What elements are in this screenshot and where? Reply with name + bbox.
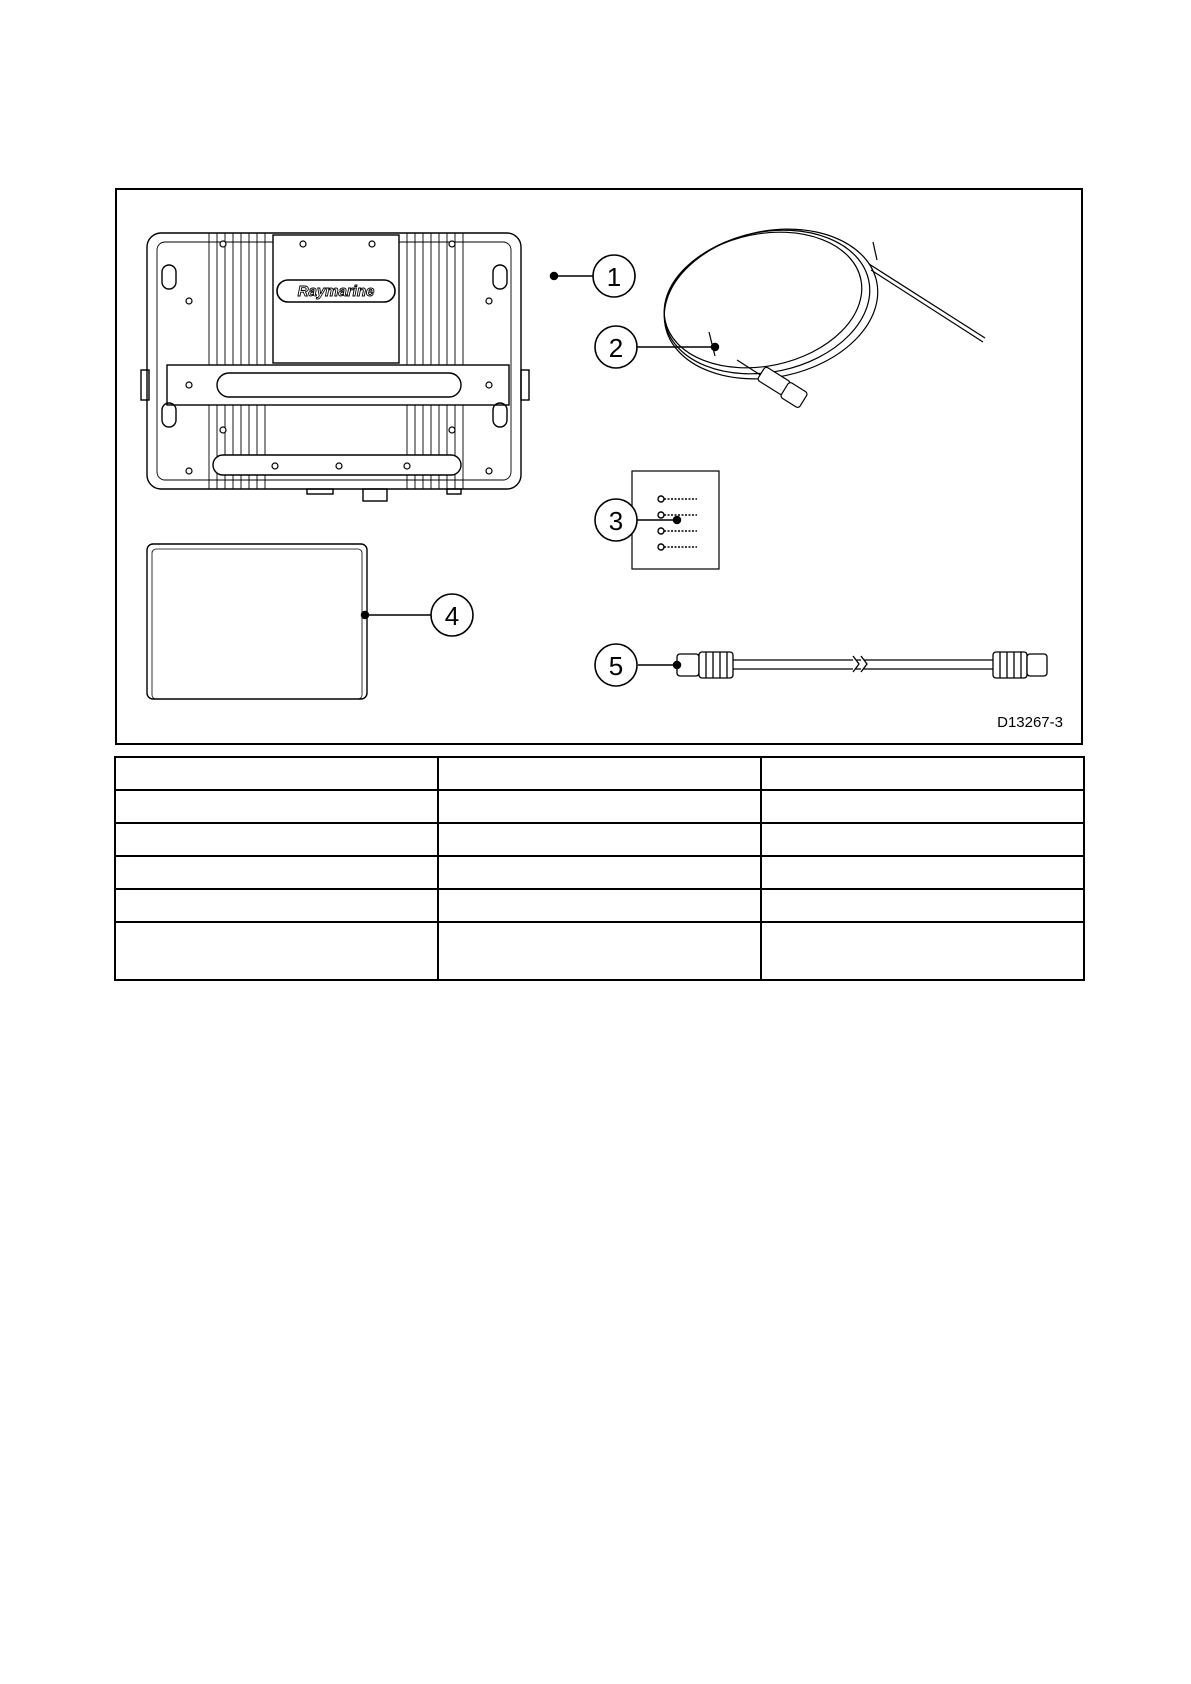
documentation-drawing <box>147 544 367 699</box>
table-cell <box>761 790 1084 823</box>
table-cell <box>761 889 1084 922</box>
callout-1-number: 1 <box>606 262 622 292</box>
callout-4 <box>431 594 473 636</box>
table-cell <box>115 856 438 889</box>
table-cell <box>438 856 761 889</box>
table-cell <box>438 790 761 823</box>
parts-figure <box>115 188 1083 745</box>
callout-3-number: 3 <box>608 506 624 536</box>
table-cell <box>115 922 438 980</box>
table-cell <box>115 757 438 790</box>
table-cell <box>438 889 761 922</box>
table-row <box>115 922 1084 980</box>
callout-3 <box>595 499 637 541</box>
callout-4-number: 4 <box>444 601 460 631</box>
diagram-id: D13267-3 <box>997 714 1063 731</box>
power-cable-drawing <box>650 210 985 408</box>
table-cell <box>761 757 1084 790</box>
table-cell <box>438 823 761 856</box>
callout-2-number: 2 <box>608 333 624 363</box>
parts-table <box>114 756 1085 981</box>
callout-5-number: 5 <box>608 651 624 681</box>
callout-5 <box>595 644 637 686</box>
callout-2 <box>595 326 637 368</box>
parts-table-body <box>115 757 1084 980</box>
table-cell <box>761 922 1084 980</box>
callout-1 <box>593 255 635 297</box>
parts-drawing <box>117 190 1081 743</box>
table-cell <box>115 790 438 823</box>
network-cable-drawing <box>677 652 1047 678</box>
table-row <box>115 889 1084 922</box>
table-cell <box>438 757 761 790</box>
table-row <box>115 823 1084 856</box>
table-cell <box>115 889 438 922</box>
table-row <box>115 856 1084 889</box>
table-row <box>115 757 1084 790</box>
table-cell <box>761 856 1084 889</box>
table-row <box>115 790 1084 823</box>
table-cell <box>115 823 438 856</box>
table-cell <box>761 823 1084 856</box>
brand-label: Raymarine <box>297 283 375 300</box>
unit-drawing <box>141 233 529 501</box>
table-cell <box>438 922 761 980</box>
